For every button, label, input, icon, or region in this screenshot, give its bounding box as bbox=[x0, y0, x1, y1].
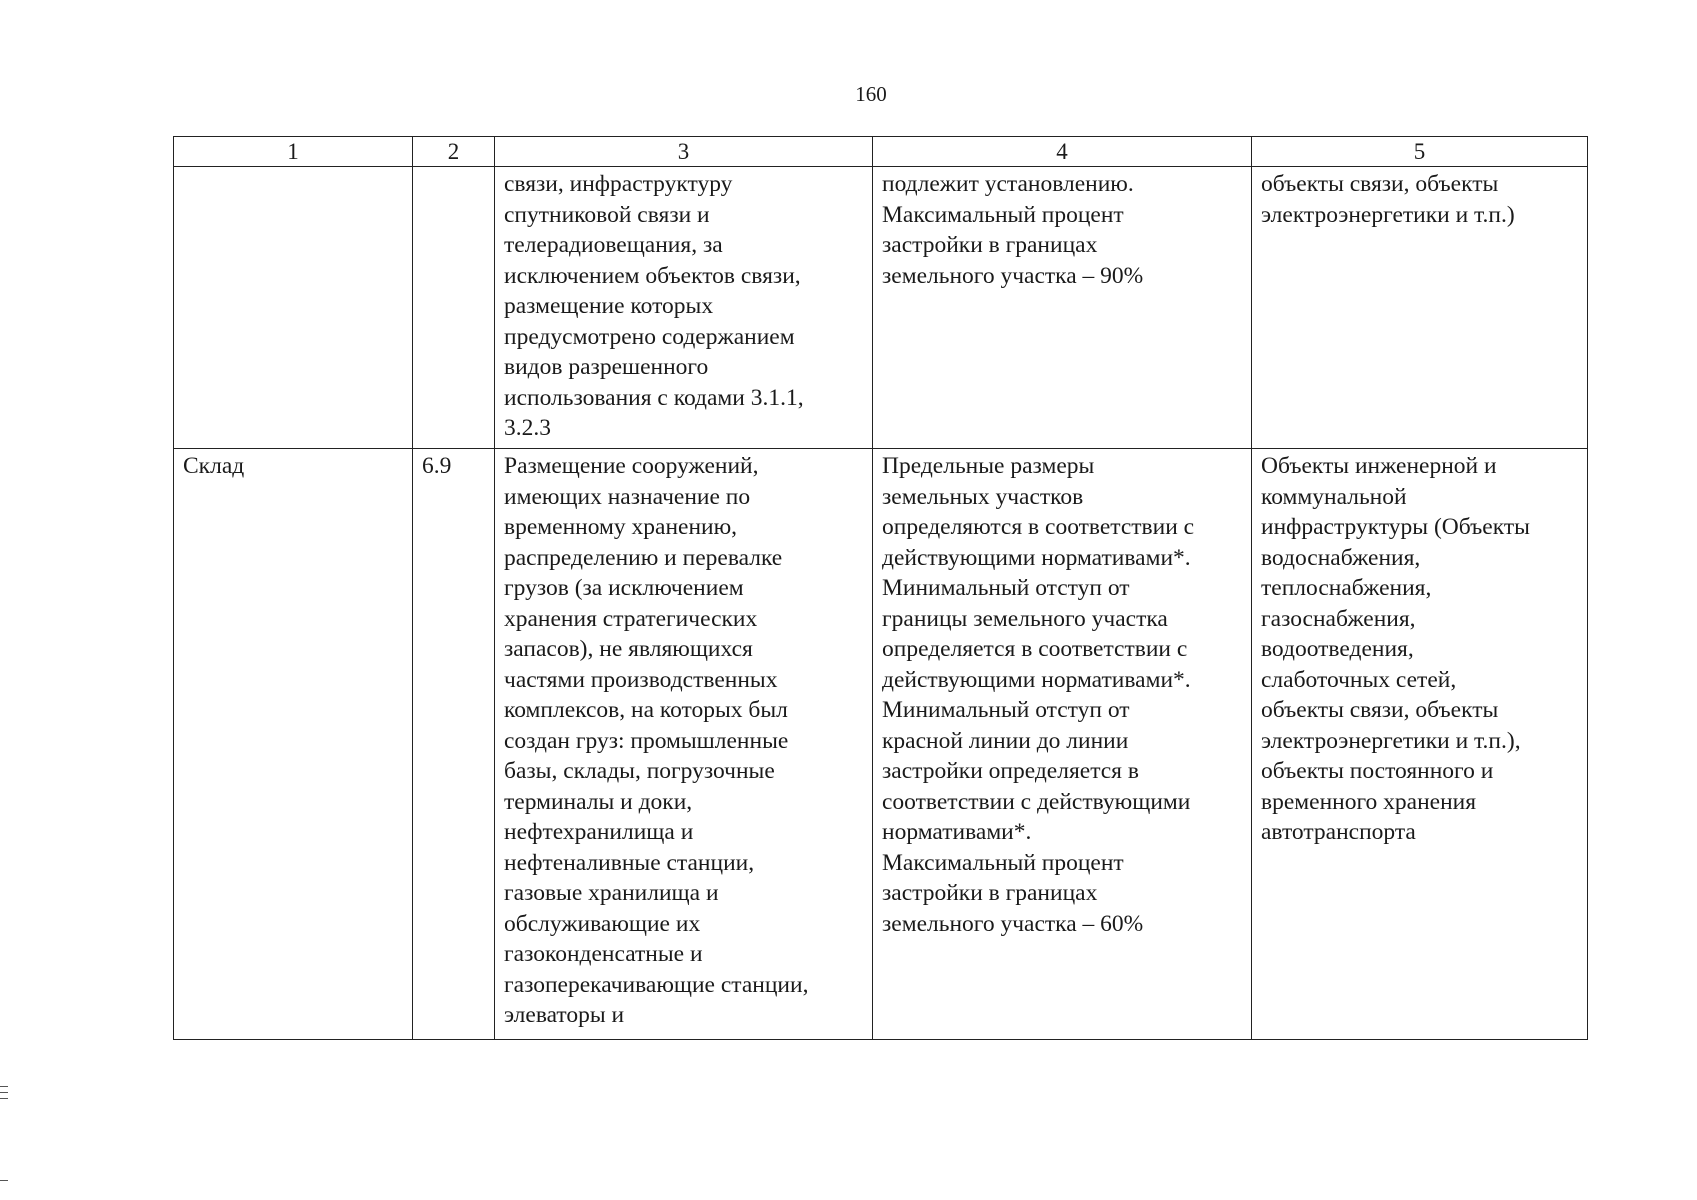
table-row bbox=[174, 167, 1588, 449]
land-use-name-cell: Склад bbox=[174, 449, 413, 1040]
land-use-code-cell bbox=[413, 167, 495, 449]
column-number-row bbox=[174, 137, 1588, 167]
scan-margin-mark bbox=[0, 1098, 8, 1099]
scan-margin-mark bbox=[0, 1086, 8, 1087]
column-number-5: 5 bbox=[1252, 137, 1588, 167]
land-use-name-cell bbox=[174, 167, 413, 449]
column-number-2: 2 bbox=[413, 137, 495, 167]
zoning-table bbox=[173, 136, 1588, 1040]
scan-margin-mark bbox=[0, 1180, 8, 1181]
scan-margin-mark bbox=[0, 1092, 8, 1093]
land-use-description-cell: связи, инфраструктуру спутниковой связи и телерадиовещания, за исключением объектов связи, размещение которых предусмотрено содержанием видов разрешенного использования с кодами 3.1.1, 3.2.3 bbox=[495, 167, 873, 449]
page-number: 160 bbox=[855, 82, 887, 106]
column-number-1: 1 bbox=[174, 137, 413, 167]
table-row bbox=[174, 449, 1588, 1040]
column-number-4: 4 bbox=[873, 137, 1252, 167]
auxiliary-objects-cell: объекты связи, объекты электроэнергетики и т.п.) bbox=[1252, 167, 1588, 449]
land-use-description-cell: Размещение сооружений, имеющих назначение по временному хранению, распределению и перевалке грузов (за исключением хранения стратегических запасов), не являющихся частями производственных комплексов, на которых был создан груз: промышленные базы, склады, погрузочные терминалы и доки, нефтехранилища и нефтеналивные станции, газовые хранилища и обслуживающие их газоконденсатные и газоперекачивающие станции, элеваторы и bbox=[495, 449, 873, 1040]
parameters-cell: Предельные размеры земельных участков определяются в соответствии с действующими нормативами*. Минимальный отступ от границы земельного участка определяется в соответствии с действующими нормативами*. Минимальный отступ от красной линии до линии застройки определяется в соответствии с действующими нормативами*. Максимальный процент застройки в границах земельного участка – 60% bbox=[873, 449, 1252, 1040]
auxiliary-objects-cell: Объекты инженерной и коммунальной инфраструктуры (Объекты водоснабжения, теплоснабжения, газоснабжения, водоотведения, слаботочных сетей, объекты связи, объекты электроэнергетики и т.п.), объекты постоянного и временного хранения автотранспорта bbox=[1252, 449, 1588, 1040]
land-use-code-cell: 6.9 bbox=[413, 449, 495, 1040]
parameters-cell: подлежит установлению. Максимальный процент застройки в границах земельного участка – 90% bbox=[873, 167, 1252, 449]
column-number-3: 3 bbox=[495, 137, 873, 167]
